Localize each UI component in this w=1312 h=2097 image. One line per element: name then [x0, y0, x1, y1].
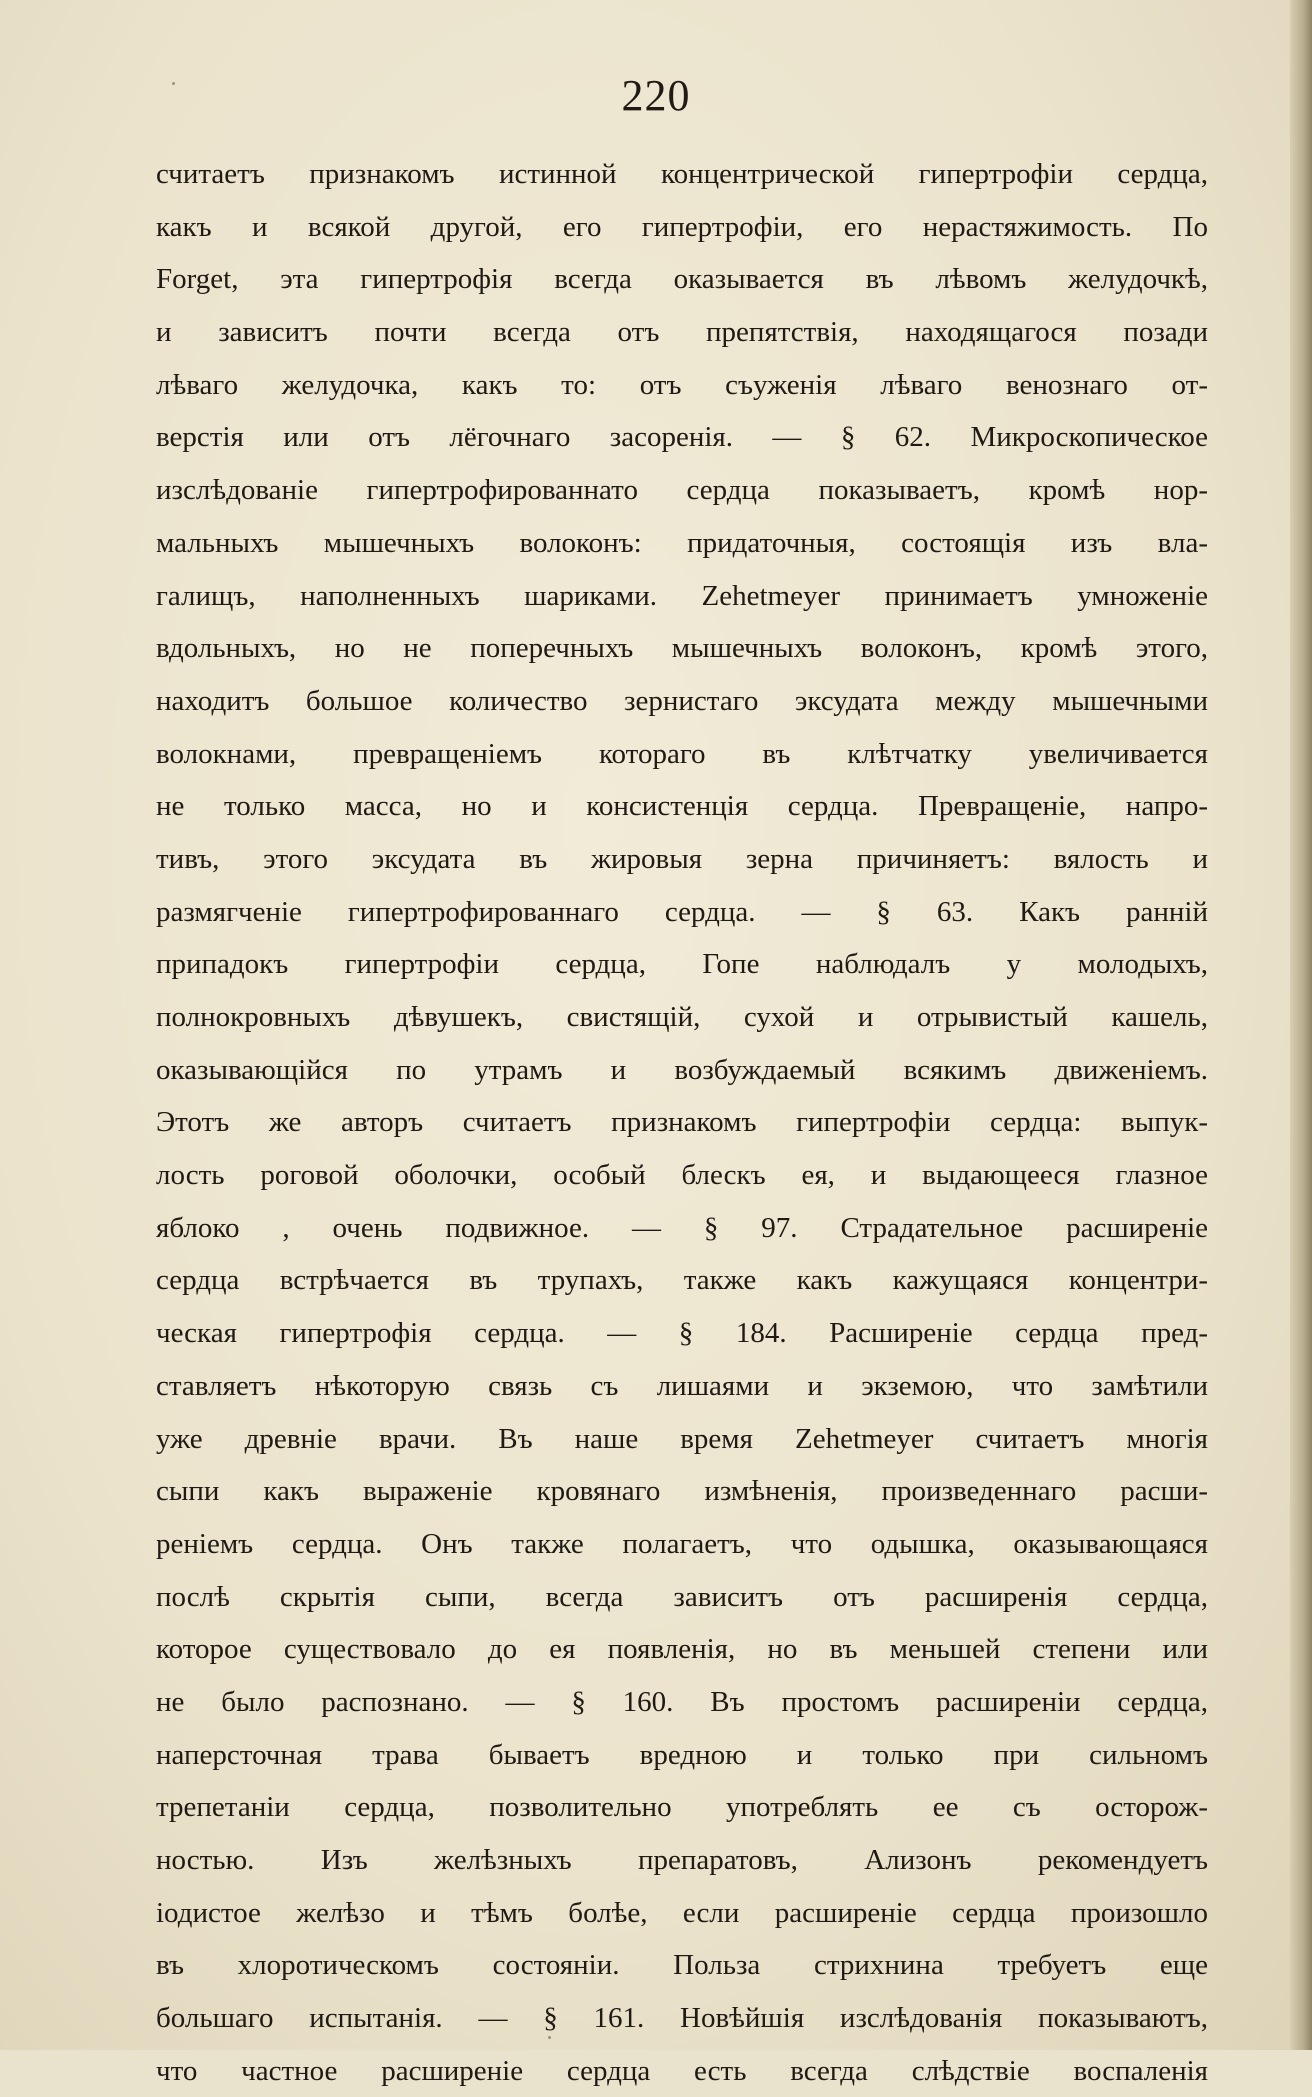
- text-line: тивъ, этого эксудата въ жировыя зерна причиняетъ: вялость и: [156, 842, 1208, 875]
- text-line: реніемъ сердца. Онъ также полагаетъ, что одышка, оказывающаяся: [156, 1527, 1208, 1560]
- text-line: іодистое желѣзо и тѣмъ болѣе, если расширеніе сердца произошло: [156, 1896, 1208, 1929]
- text-line: не только масса, но и консистенція сердца. Превращеніе, напро-: [156, 790, 1208, 823]
- text-line: сыпи какъ выраженіе кровянаго измѣненія, произведеннаго расши-: [156, 1475, 1208, 1508]
- text-line: мальныхъ мышечныхъ волоконъ: придаточныя, состоящія изъ вла-: [156, 526, 1208, 559]
- body-text: [156, 148, 1208, 2097]
- text-line: сердца встрѣчается въ трупахъ, также какъ кажущаяся концентри-: [156, 1264, 1208, 1297]
- text-line: лость роговой оболочки, особый блескъ ея, и выдающееся глазное: [156, 1159, 1208, 1192]
- text-line: и зависитъ почти всегда отъ препятствія, находящагося позади: [156, 316, 1208, 349]
- text-line: галищъ, наполненныхъ шариками. Zehetmeyer принимаетъ умноженіе: [156, 579, 1208, 612]
- text-line: верстія или отъ лёгочнаго засоренія. — § 62. Микроскопическое: [156, 421, 1208, 454]
- text-line: вдольныхъ, но не поперечныхъ мышечныхъ волоконъ, кромѣ этого,: [156, 632, 1208, 665]
- text-line: что частное расширеніе сердца есть всегда слѣдствіе воспаленія: [156, 2054, 1208, 2087]
- page-number: 220: [621, 71, 691, 120]
- text-line: волокнами, превращеніемъ котораго въ клѣтчатку увеличивается: [156, 737, 1208, 770]
- text-line: считаетъ признакомъ истинной концентрической гипертрофіи сердца,: [156, 158, 1208, 190]
- text-line: ческая гипертрофія сердца. — § 184. Расширеніе сердца пред-: [156, 1317, 1208, 1350]
- text-line: изслѣдованіе гипертрофированнато сердца показываетъ, кромѣ нор-: [156, 474, 1208, 507]
- text-line: трепетаніи сердца, позволительно употреблять ее съ осторож-: [156, 1791, 1208, 1824]
- text-line: ставляетъ нѣкоторую связь съ лишаями и экземою, что замѣтили: [156, 1369, 1208, 1402]
- text-line: которое существовало до ея появленія, но въ меньшей степени или: [156, 1633, 1208, 1666]
- text-line: находитъ большое количество зернистаго эксудата между мышечными: [156, 684, 1208, 717]
- text-line: большаго испытанія. — § 161. Новѣйшія изслѣдованія показываютъ,: [156, 2002, 1208, 2035]
- text-line: оказывающійся по утрамъ и возбуждаемый всякимъ движеніемъ.: [156, 1053, 1208, 1086]
- text-line: яблоко , очень подвижное. — § 97. Страдательное расширеніе: [156, 1211, 1208, 1244]
- text-line: наперсточная трава бываетъ вредною и только при сильномъ: [156, 1738, 1208, 1771]
- text-line: не было распознано. — § 160. Въ простомъ расширеніи сердца,: [156, 1685, 1208, 1718]
- page-edge-shadow: [1290, 0, 1312, 2050]
- text-line: какъ и всякой другой, его гипертрофіи, его нерастяжимость. По: [156, 210, 1208, 243]
- text-line: размягченіе гипертрофированнаго сердца. — § 63. Какъ ранній: [156, 895, 1208, 928]
- text-line: припадокъ гипертрофіи сердца, Гопе наблюдалъ у молодыхъ,: [156, 948, 1208, 981]
- text-line: ностью. Изъ желѣзныхъ препаратовъ, Ализонъ рекомендуетъ: [156, 1844, 1208, 1876]
- text-line: Этотъ же авторъ считаетъ признакомъ гипертрофіи сердца: выпук-: [156, 1106, 1208, 1139]
- text-line: лѣваго желудочка, какъ то: отъ съуженія лѣваго венознаго от-: [156, 368, 1208, 401]
- text-line: въ хлоротическомъ состояніи. Польза стрихнина требуетъ еще: [156, 1949, 1208, 1982]
- text-line: послѣ скрытія сыпи, всегда зависитъ отъ расширенія сердца,: [156, 1580, 1208, 1613]
- text-line: полнокровныхъ дѣвушекъ, свистящій, сухой и отрывистый кашель,: [156, 1001, 1208, 1033]
- text-line: Forget, эта гипертрофія всегда оказывается въ лѣвомъ желудочкѣ,: [156, 263, 1208, 296]
- text-line: уже древніе врачи. Въ наше время Zehetmeyer считаетъ многія: [156, 1422, 1208, 1455]
